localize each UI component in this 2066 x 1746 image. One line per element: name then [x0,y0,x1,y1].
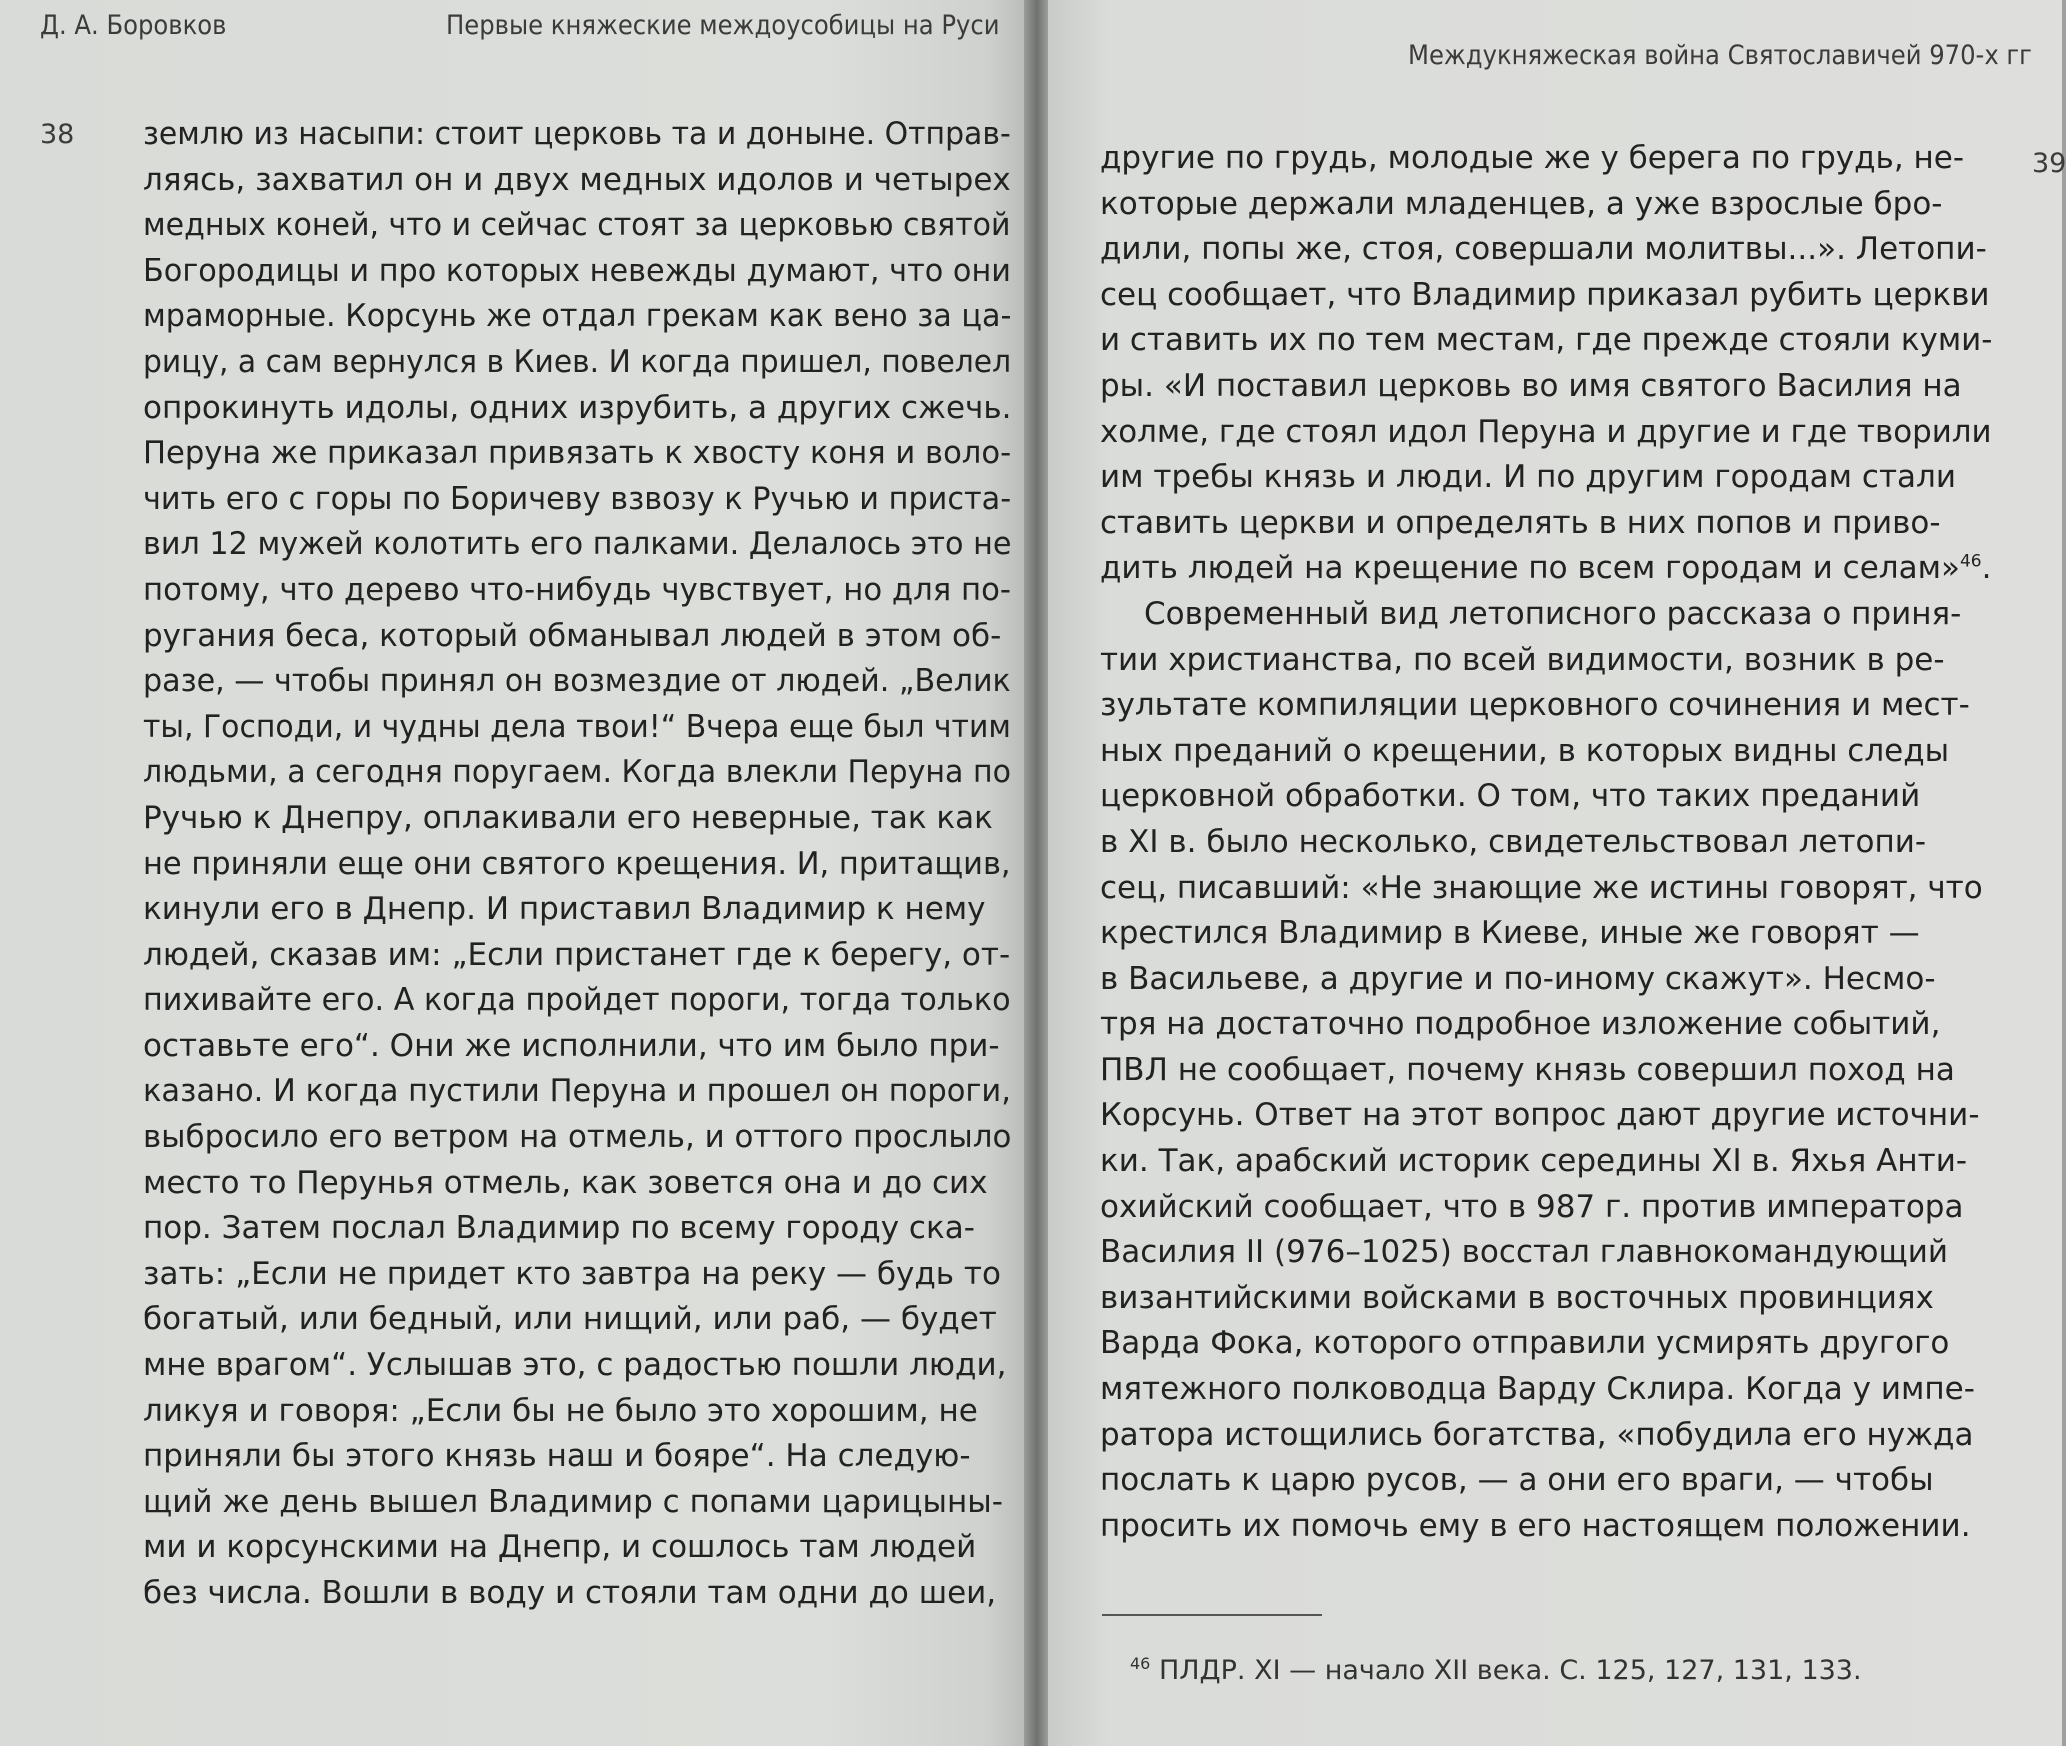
line-text: ки. Так, арабский историк середины XI в. Яхья Анти- [1100,1143,1968,1180]
line-text: Современный вид летописного рассказа о приня- [1144,595,1962,632]
text-line: мне врагом“. Услышав это, с радостью пошли люди, [143,1347,1007,1384]
line-text: дили, попы же, стоя, совершали молитвы...». Летопи- [1100,231,1987,268]
text-line: кинули его в Днепр. И приставил Владимир к нему [143,891,986,928]
text-line: людьми, а сегодня поругаем. Когда влекли Перуна по [143,754,1011,791]
footnote-text: ПЛДР. XI — начало XII века. С. 125, 127, 131, 133. [1158,1655,1862,1686]
book-gutter [1024,0,1050,1746]
line-text: и ставить их по тем местам, где прежде стояли куми- [1100,322,1993,359]
text-line [1100,1276,2000,1322]
line-text: ПВЛ не сообщает, почему князь совершил поход на [1100,1051,1955,1088]
text-line [1100,318,1998,364]
line-text: дить людей на крещение по всем городам и селам» [1100,550,1960,587]
footnote [1130,1654,1862,1686]
page-number: 38 [40,119,75,150]
line-text: ных преданий о крещении, в которых видны следы [1100,732,1950,769]
text-line [1100,866,2000,912]
text-line [1100,455,2000,501]
line-text: тря на достаточно подробное изложение событий, [1100,1006,1941,1043]
text-line [1100,820,2000,866]
line-text: крестился Владимир в Киеве, иные же говорят — [1100,915,1920,952]
page-number: 39 [2032,148,2066,179]
text-line [1100,1321,2000,1367]
running-head-title: Первые княжеские междоусобицы на Руси [446,10,1000,41]
text-line: приняли бы этого князь наш и бояре“. На следую- [143,1438,971,1475]
line-text: сец сообщает, что Владимир приказал рубить церкви [1100,276,1990,313]
text-line: ляясь, захватил он и двух медных идолов и четырех [143,161,1011,198]
text-line: оставьте его“. Они же исполнили, что им было при- [143,1027,1000,1064]
text-line [1100,1185,2000,1231]
text-line [1100,1002,2000,1048]
footnote-number: 46 [1130,1654,1151,1673]
left-body-text [143,112,1013,1617]
line-text: Василия II (976–1025) восстал главнокомандующий [1100,1234,1949,1271]
running-head-title: Междукняжеская война Святославичей 970-х гг [1408,40,2032,71]
text-line: не приняли еще они святого крещения. И, притащив, [143,845,1011,882]
text-line [1100,911,2000,957]
text-line [1100,136,2000,182]
text-line: казано. И когда пустили Перуна и прошел он пороги, [143,1073,1011,1110]
text-line [1100,273,2000,319]
line-text: сец, писавший: «Не знающие же истины говорят, что [1100,869,1983,906]
text-line [1100,1230,2000,1276]
text-line [1100,501,2000,547]
text-line: ми и корсунскими на Днепр, и сошлось там людей [143,1529,977,1566]
line-text: зультате компиляции церковного сочинения и мест- [1100,687,1970,724]
text-line [1100,410,1997,456]
running-head-author: Д. А. Боровков [40,10,227,41]
text-line: Богородицы и про которых невежды думают, что они [143,252,1011,289]
footnote-divider [1102,1614,1322,1616]
text-line: чить его с горы по Боричеву взвозу к Ручью и приста- [143,480,1012,517]
line-text: послать к царю русов, — а они его враги, — чтобы [1100,1462,1934,1499]
footnote-reference[interactable]: 46 [1959,552,1982,573]
text-line: разе, — чтобы принял он возмездие от людей. „Велик [143,663,1011,700]
text-line [1100,774,2000,820]
text-line: Перуна же приказал привязать к хвосту коня и воло- [143,435,1012,472]
line-text: холме, где стоял идол Перуна и другие и где творили [1100,413,1992,450]
text-line [1100,638,2000,684]
line-text: византийскими войсками в восточных провинциях [1100,1279,1934,1316]
text-line [1100,1458,2000,1504]
right-page [1048,0,2066,1746]
text-line: вил 12 мужей колотить его палками. Делалось это не [143,526,1012,563]
text-line: выбросило его ветром на отмель, и оттого прослыло [143,1119,1012,1156]
text-line [1100,1048,2000,1094]
text-line [1100,1504,2000,1550]
line-text: Корсунь. Ответ на этот вопрос дают другие источни- [1100,1097,1980,1134]
line-text: Варда Фока, которого отправили усмирять другого [1100,1325,1950,1362]
text-line: землю из насыпи: стоит церковь та и доныне. Отправ- [143,116,1011,152]
text-line: пихивайте его. А когда пройдет пороги, тогда только [143,982,1011,1019]
text-line: рицу, а сам вернулся в Киев. И когда пришел, повелел [143,343,1012,380]
line-text: тии христианства, по всей видимости, возник в ре- [1100,641,1945,678]
text-line: богатый, или бедный, или нищий, или раб, — будет [143,1301,997,1338]
line-text: ратора истощились богатства, «побудила его нужда [1100,1416,1974,1453]
text-line: опрокинуть идолы, одних изрубить, а других сжечь. [143,389,1012,426]
text-line [1100,182,2000,228]
line-text: ры. «И поставил церковь во имя святого Василия на [1100,367,1962,404]
text-line [1100,729,2000,775]
text-line: щий же день вышел Владимир с попами царицыны- [143,1483,1003,1520]
text-line [1100,1139,2000,1185]
text-line: зать: „Если не придет кто завтра на реку — будь то [143,1255,1001,1292]
line-text: ставить церкви и определять в них попов и приво- [1100,504,1941,541]
text-line: место то Перунья отмель, как зовется она и до сих [143,1164,988,1201]
line-text: другие по грудь, молодые же у берега по грудь, не- [1100,140,1965,176]
text-line [1100,227,2000,273]
text-line [1100,592,2000,638]
text-line: ликуя и говоря: „Если бы не было это хорошим, не [143,1392,978,1429]
line-text: мятежного полководца Варду Склира. Когда у импе- [1100,1371,1975,1408]
line-punctuation: . [1981,550,1992,587]
text-line: потому, что дерево что-нибудь чувствует, но для по- [143,571,1011,608]
text-line [1100,364,2000,410]
text-line: Ручью к Днепру, оплакивали его неверные, так как [143,799,993,836]
line-text: просить их помочь ему в его настоящем положении. [1100,1507,1971,1544]
line-text: в Васильеве, а другие и по-иному скажут». Несмо- [1100,960,1936,997]
line-text: им требы князь и люди. И по другим городам стали [1100,459,1956,496]
text-line: ты, Господи, и чудны дела твои!“ Вчера еще был чтим [143,708,1011,745]
text-line: людей, сказав им: „Если пристанет где к берегу, от- [143,936,1011,973]
text-line: пор. Затем послал Владимир по всему городу ска- [143,1210,975,1247]
text-line [1100,1413,2000,1459]
text-line [1100,1367,2000,1413]
text-line: ругания беса, который обманывал людей в этом об- [143,617,1002,654]
text-line: медных коней, что и сейчас стоят за церковью святой [143,207,1011,244]
text-line [1100,683,2000,729]
text-line: мраморные. Корсунь же отдал грекам как вено за ца- [143,298,1012,335]
text-line [1100,546,2000,592]
line-text: охийский сообщает, что в 987 г. против императора [1100,1188,1964,1225]
text-line [1100,1093,2000,1139]
line-text: которые держали младенцев, а уже взрослые бро- [1100,185,1943,222]
text-line: без числа. Вошли в воду и стояли там одни до шеи, [143,1575,997,1611]
text-line [1100,957,2000,1003]
right-body-text [1100,136,2000,1549]
left-page [0,0,1028,1746]
line-text: в XI в. было несколько, свидетельствовал летопи- [1100,823,1927,860]
line-text: церковной обработки. О том, что таких преданий [1100,778,1921,815]
